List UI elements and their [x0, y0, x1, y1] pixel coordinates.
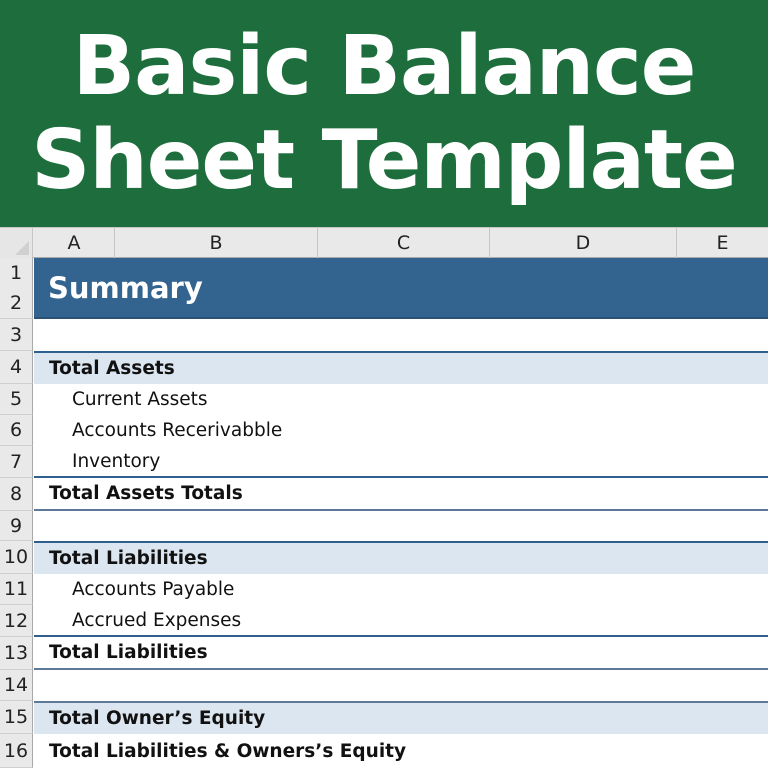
accounts-receivable-row[interactable] — [34, 415, 768, 446]
total-owners-equity-label: Total Owner’s Equity — [49, 708, 266, 729]
banner-title-line-1: Basic Balance — [72, 18, 696, 114]
current-assets-label: Current Assets — [72, 389, 208, 410]
banner-title-line-2: Sheet Template — [31, 112, 737, 208]
total-liabilities-label: Total Liabilities — [49, 642, 208, 663]
summary-title-cell[interactable] — [34, 258, 768, 319]
row-header-1-2[interactable] — [0, 258, 33, 319]
total-assets-header-row[interactable] — [34, 351, 768, 384]
row-3-cells[interactable] — [34, 319, 768, 351]
column-header-b[interactable]: B — [115, 228, 318, 258]
accounts-payable-label: Accounts Payable — [72, 579, 235, 600]
row-header-6[interactable]: 6 — [0, 415, 33, 446]
total-liabilities-header-label: Total Liabilities — [49, 548, 208, 569]
summary-title: Summary — [48, 270, 203, 305]
total-liabilities-row[interactable] — [34, 637, 768, 670]
row-header-14[interactable]: 14 — [0, 670, 33, 701]
total-assets-label: Total Assets — [49, 358, 175, 379]
spreadsheet-grid — [0, 227, 768, 768]
accrued-expenses-row[interactable] — [34, 605, 768, 637]
row-9-cells[interactable] — [34, 511, 768, 541]
row-14-cells[interactable] — [34, 670, 768, 701]
row-header-7[interactable]: 7 — [0, 446, 33, 478]
row-header-5[interactable]: 5 — [0, 384, 33, 415]
inventory-row[interactable] — [34, 446, 768, 478]
row-header-4[interactable]: 4 — [0, 351, 33, 384]
total-owners-equity-row[interactable] — [34, 701, 768, 734]
row-header-10[interactable]: 10 — [0, 541, 33, 574]
total-assets-totals-row[interactable] — [34, 478, 768, 511]
row-header-16[interactable]: 16 — [0, 734, 33, 768]
row-number-2: 2 — [9, 292, 23, 314]
row-header-3[interactable]: 3 — [0, 319, 33, 351]
select-all-button[interactable] — [0, 228, 33, 258]
total-liabilities-header-row[interactable] — [34, 541, 768, 574]
column-header-a[interactable]: A — [34, 228, 115, 258]
row-header-13[interactable]: 13 — [0, 637, 33, 670]
row-number-1: 1 — [9, 262, 23, 284]
current-assets-row[interactable] — [34, 384, 768, 415]
total-liabilities-and-equity-label: Total Liabilities & Owners’s Equity — [49, 740, 407, 762]
accounts-receivable-label: Accounts Recerivabble — [72, 420, 283, 441]
title-banner — [0, 0, 768, 227]
total-assets-totals-label: Total Assets Totals — [49, 483, 243, 504]
row-header-12[interactable]: 12 — [0, 605, 33, 637]
row-header-8[interactable]: 8 — [0, 478, 33, 511]
column-header-c[interactable]: C — [318, 228, 490, 258]
accounts-payable-row[interactable] — [34, 574, 768, 605]
total-liabilities-and-equity-row[interactable] — [34, 734, 768, 768]
column-header-row — [0, 227, 768, 258]
column-header-e[interactable]: E — [716, 232, 729, 254]
row-header-9[interactable]: 9 — [0, 511, 33, 541]
accrued-expenses-label: Accrued Expenses — [72, 609, 242, 631]
row-header-11[interactable]: 11 — [0, 574, 33, 605]
column-header-d[interactable]: D — [490, 228, 677, 258]
inventory-label: Inventory — [72, 450, 161, 472]
row-header-15[interactable]: 15 — [0, 701, 33, 734]
